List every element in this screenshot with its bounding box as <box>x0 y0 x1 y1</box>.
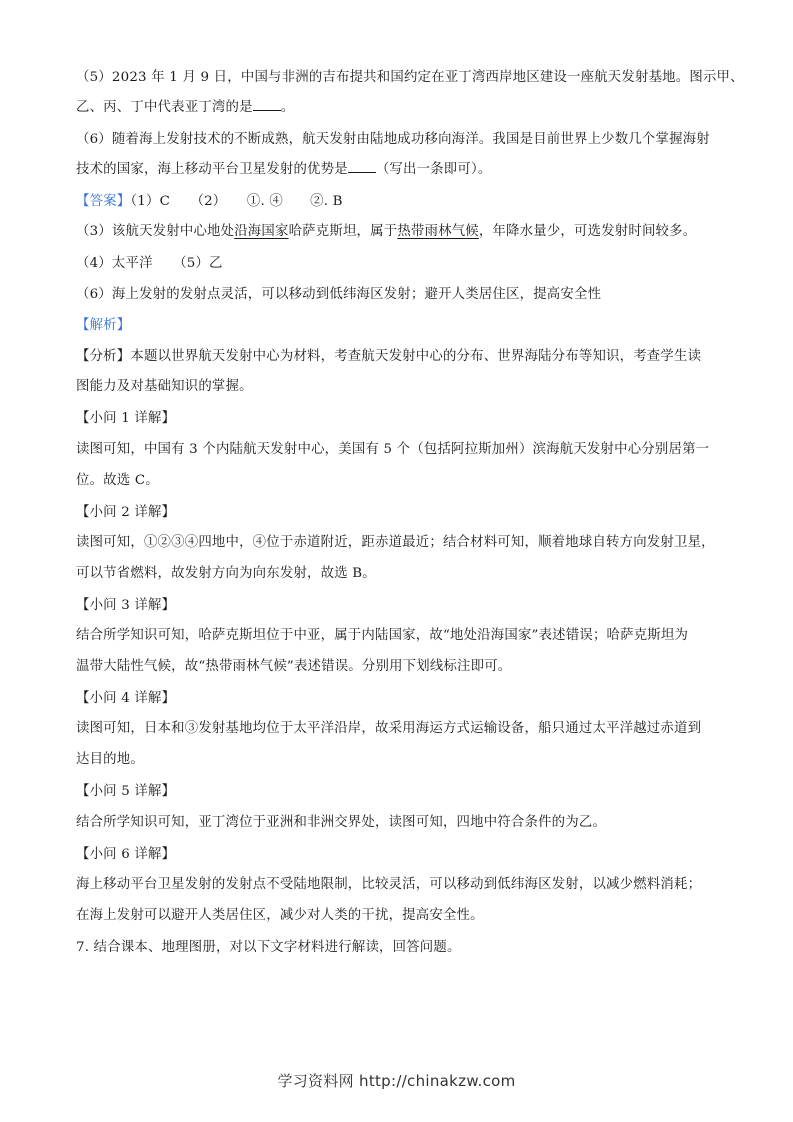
answer-tag: 【答案】 <box>76 194 131 209</box>
answer-line2-c: ，年降水量少，可选发射时间较多。 <box>478 224 697 239</box>
subquestion-6-heading: 【小问 6 详解】 <box>76 847 176 862</box>
question-7-prompt: 7. 结合课本、地理图册，对以下文字材料进行解读，回答问题。 <box>76 940 461 955</box>
footer-watermark: 学习资料网 http://chinakzw.com <box>277 1072 516 1090</box>
subquestion-2-heading: 【小问 2 详解】 <box>76 505 176 520</box>
subquestion-4-line2: 达目的地。 <box>76 752 144 767</box>
answer-line2 <box>76 222 696 242</box>
subquestion-5-heading: 【小问 5 详解】 <box>76 784 176 799</box>
analysis-tag: 【解析】 <box>76 318 131 333</box>
q5-line2-end: 。 <box>280 100 295 115</box>
answer-line1-text: （1）C （2） ①. ④ ②. B <box>130 194 343 209</box>
answer-line4: （6）海上发射的发射点灵活，可以移动到低纬海区发射；避开人类居住区，提高安全性 <box>76 287 602 302</box>
answer-line1 <box>76 192 343 212</box>
subquestion-3-line2: 温带大陆性气候，故“热带雨林气候”表述错误。分别用下划线标注即可。 <box>76 659 512 674</box>
subquestion-3-heading: 【小问 3 详解】 <box>76 598 176 613</box>
q5-line1: （5）2023 年 1 月 9 日，中国与非洲的吉布提共和国约定在亚丁湾西岸地区建设一座航天发射基地。图示甲、 <box>76 70 744 85</box>
q6-line2-text: 技术的国家，海上移动平台卫星发射的优势是 <box>76 162 348 177</box>
answer-line3: （4）太平洋 （5）乙 <box>76 256 223 271</box>
subquestion-1-heading: 【小问 1 详解】 <box>76 411 176 426</box>
q5-line2-text: 乙、丙、丁中代表亚丁湾的是 <box>76 100 253 115</box>
q6-line2-end: （写出一条即可）。 <box>375 162 492 177</box>
answer-line2-a: （3）该航天发射中心地处 <box>76 224 235 239</box>
subquestion-3-line1: 结合所学知识可知，哈萨克斯坦位于中亚，属于内陆国家，故“地处沿海国家”表述错误；哈萨克斯坦为 <box>76 628 689 643</box>
answer-blank <box>348 160 376 173</box>
underlined-phrase-rainforest: 热带雨林气候 <box>397 224 479 239</box>
q6-line2 <box>76 160 491 180</box>
subquestion-6-line1: 海上移动平台卫星发射的发射点不受陆地限制，比较灵活，可以移动到低纬海区发射，以减少燃料消耗； <box>76 877 702 892</box>
underlined-phrase-coastal: 沿海国家 <box>234 224 289 239</box>
subquestion-2-line2: 可以节省燃料，故发射方向为向东发射，故选 B。 <box>76 566 376 581</box>
subquestion-1-line1: 读图可知，中国有 3 个内陆航天发射中心，美国有 5 个（包括阿拉斯加州）滨海航天发射中心分别居第一 <box>76 442 710 457</box>
subquestion-6-line2: 在海上发射可以避开人类居住区，减少对人类的干扰，提高安全性。 <box>76 908 484 923</box>
subquestion-4-heading: 【小问 4 详解】 <box>76 691 176 706</box>
analysis-fenxi-line1: 【分析】本题以世界航天发射中心为材料，考查航天发射中心的分布、世界海陆分布等知识，考查学生读 <box>76 349 702 364</box>
subquestion-5-line1: 结合所学知识可知，亚丁湾位于亚洲和非洲交界处，读图可知，四地中符合条件的为乙。 <box>76 815 607 830</box>
subquestion-2-line1: 读图可知，①②③④四地中，④位于赤道附近，距赤道最近；结合材料可知，顺着地球自转方向发射卫星， <box>76 535 715 550</box>
answer-line2-b: 哈萨克斯坦，属于 <box>288 224 398 239</box>
subquestion-4-line1: 读图可知，日本和③发射基地均位于太平洋沿岸，故采用海运方式运输设备，船只通过太平洋越过赤道到 <box>76 721 702 736</box>
q6-line1: （6）随着海上发射技术的不断成熟，航天发射由陆地成功移向海洋。我国是目前世界上少数几个掌握海射 <box>76 132 710 147</box>
analysis-fenxi-line2: 图能力及对基础知识的掌握。 <box>76 379 253 394</box>
subquestion-1-line2: 位。故选 C。 <box>76 473 159 488</box>
q5-line2 <box>76 98 294 118</box>
answer-blank <box>253 98 281 111</box>
